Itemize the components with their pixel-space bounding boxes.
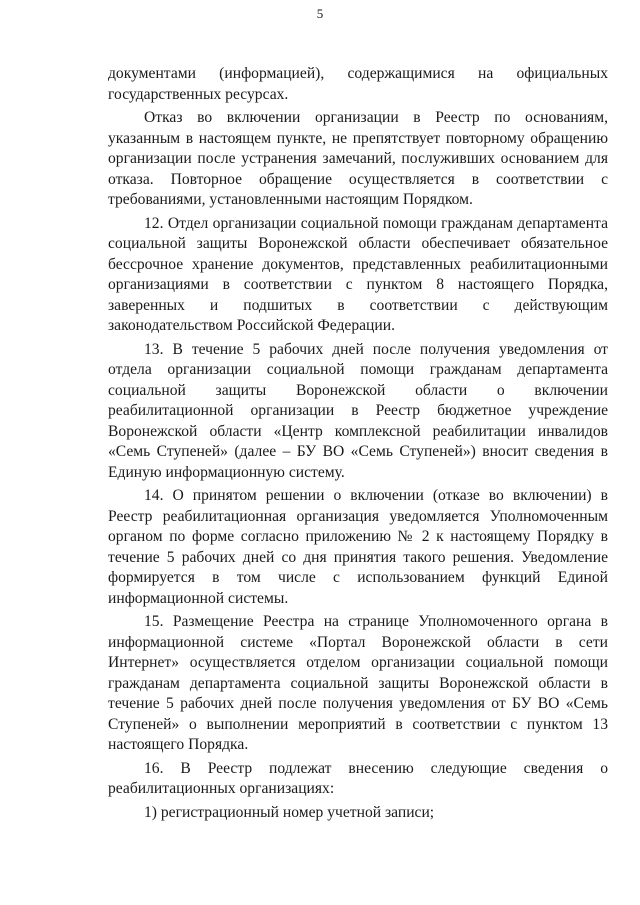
paragraph-14: 14. О принятом решении о включении (отказе во включении) в Реестр реабилитационная организация уведомляется Уполномоченным органом по форме согласно приложению № 2 к настоящему Порядку в течение 5 рабочих дней со дня принятия такого решения. Уведомление формируется в том числе с использованием функций Единой информационной системы. <box>108 487 608 607</box>
paragraph-13: 13. В течение 5 рабочих дней после получения уведомления от отдела организации социальной помощи гражданам департамента социальной защиты Воронежской области о включении реабилитационной организации в Реестр бюджетное учреждение Воронежской области «Центр комплексной реабилитации инвалидов «Семь Ступеней» (далее – БУ ВО «Семь Ступеней») вносит сведения в Единую информационную систему. <box>108 340 608 481</box>
paragraph-16-item-1: 1) регистрационный номер учетной записи; <box>144 803 435 821</box>
paragraph-12: 12. Отдел организации социальной помощи гражданам департамента социальной защиты Воронежской области обеспечивает обязательное бессрочное хранение документов, представленных реабилитационными организациями в соответствии с пунктом 8 настоящего Порядка, заверенных и подшитых в соответствии с действующим законодательством Российской Федерации. <box>108 214 608 334</box>
page-number: 5 <box>316 6 324 21</box>
document-body <box>108 64 608 823</box>
paragraph-continuation: документами (информацией), содержащимися на официальных государственных ресурсах. <box>108 65 608 103</box>
paragraph-15: 15. Размещение Реестра на странице Уполномоченного органа в информационной системе «Портал Воронежской области в сети Интернет» осуществляется отделом организации социальной помощи гражданам департамента социальной защиты Воронежской области в течение 5 рабочих дней после получения уведомления от БУ ВО «Семь Ступеней» о выполнении мероприятий в соответствии с пунктом 13 настоящего Порядка. <box>108 613 608 753</box>
paragraph-refusal-note: Отказ во включении организации в Реестр по основаниям, указанным в настоящем пункте, не препятствует повторному обращению организации после устранения замечаний, послуживших основанием для отказа. Повторное обращение осуществляется в соответствии с требованиями, установленными настоящим Порядком. <box>108 109 608 208</box>
paragraph-16: 16. В Реестр подлежат внесению следующие сведения о реабилитационных организациях: <box>108 759 608 797</box>
